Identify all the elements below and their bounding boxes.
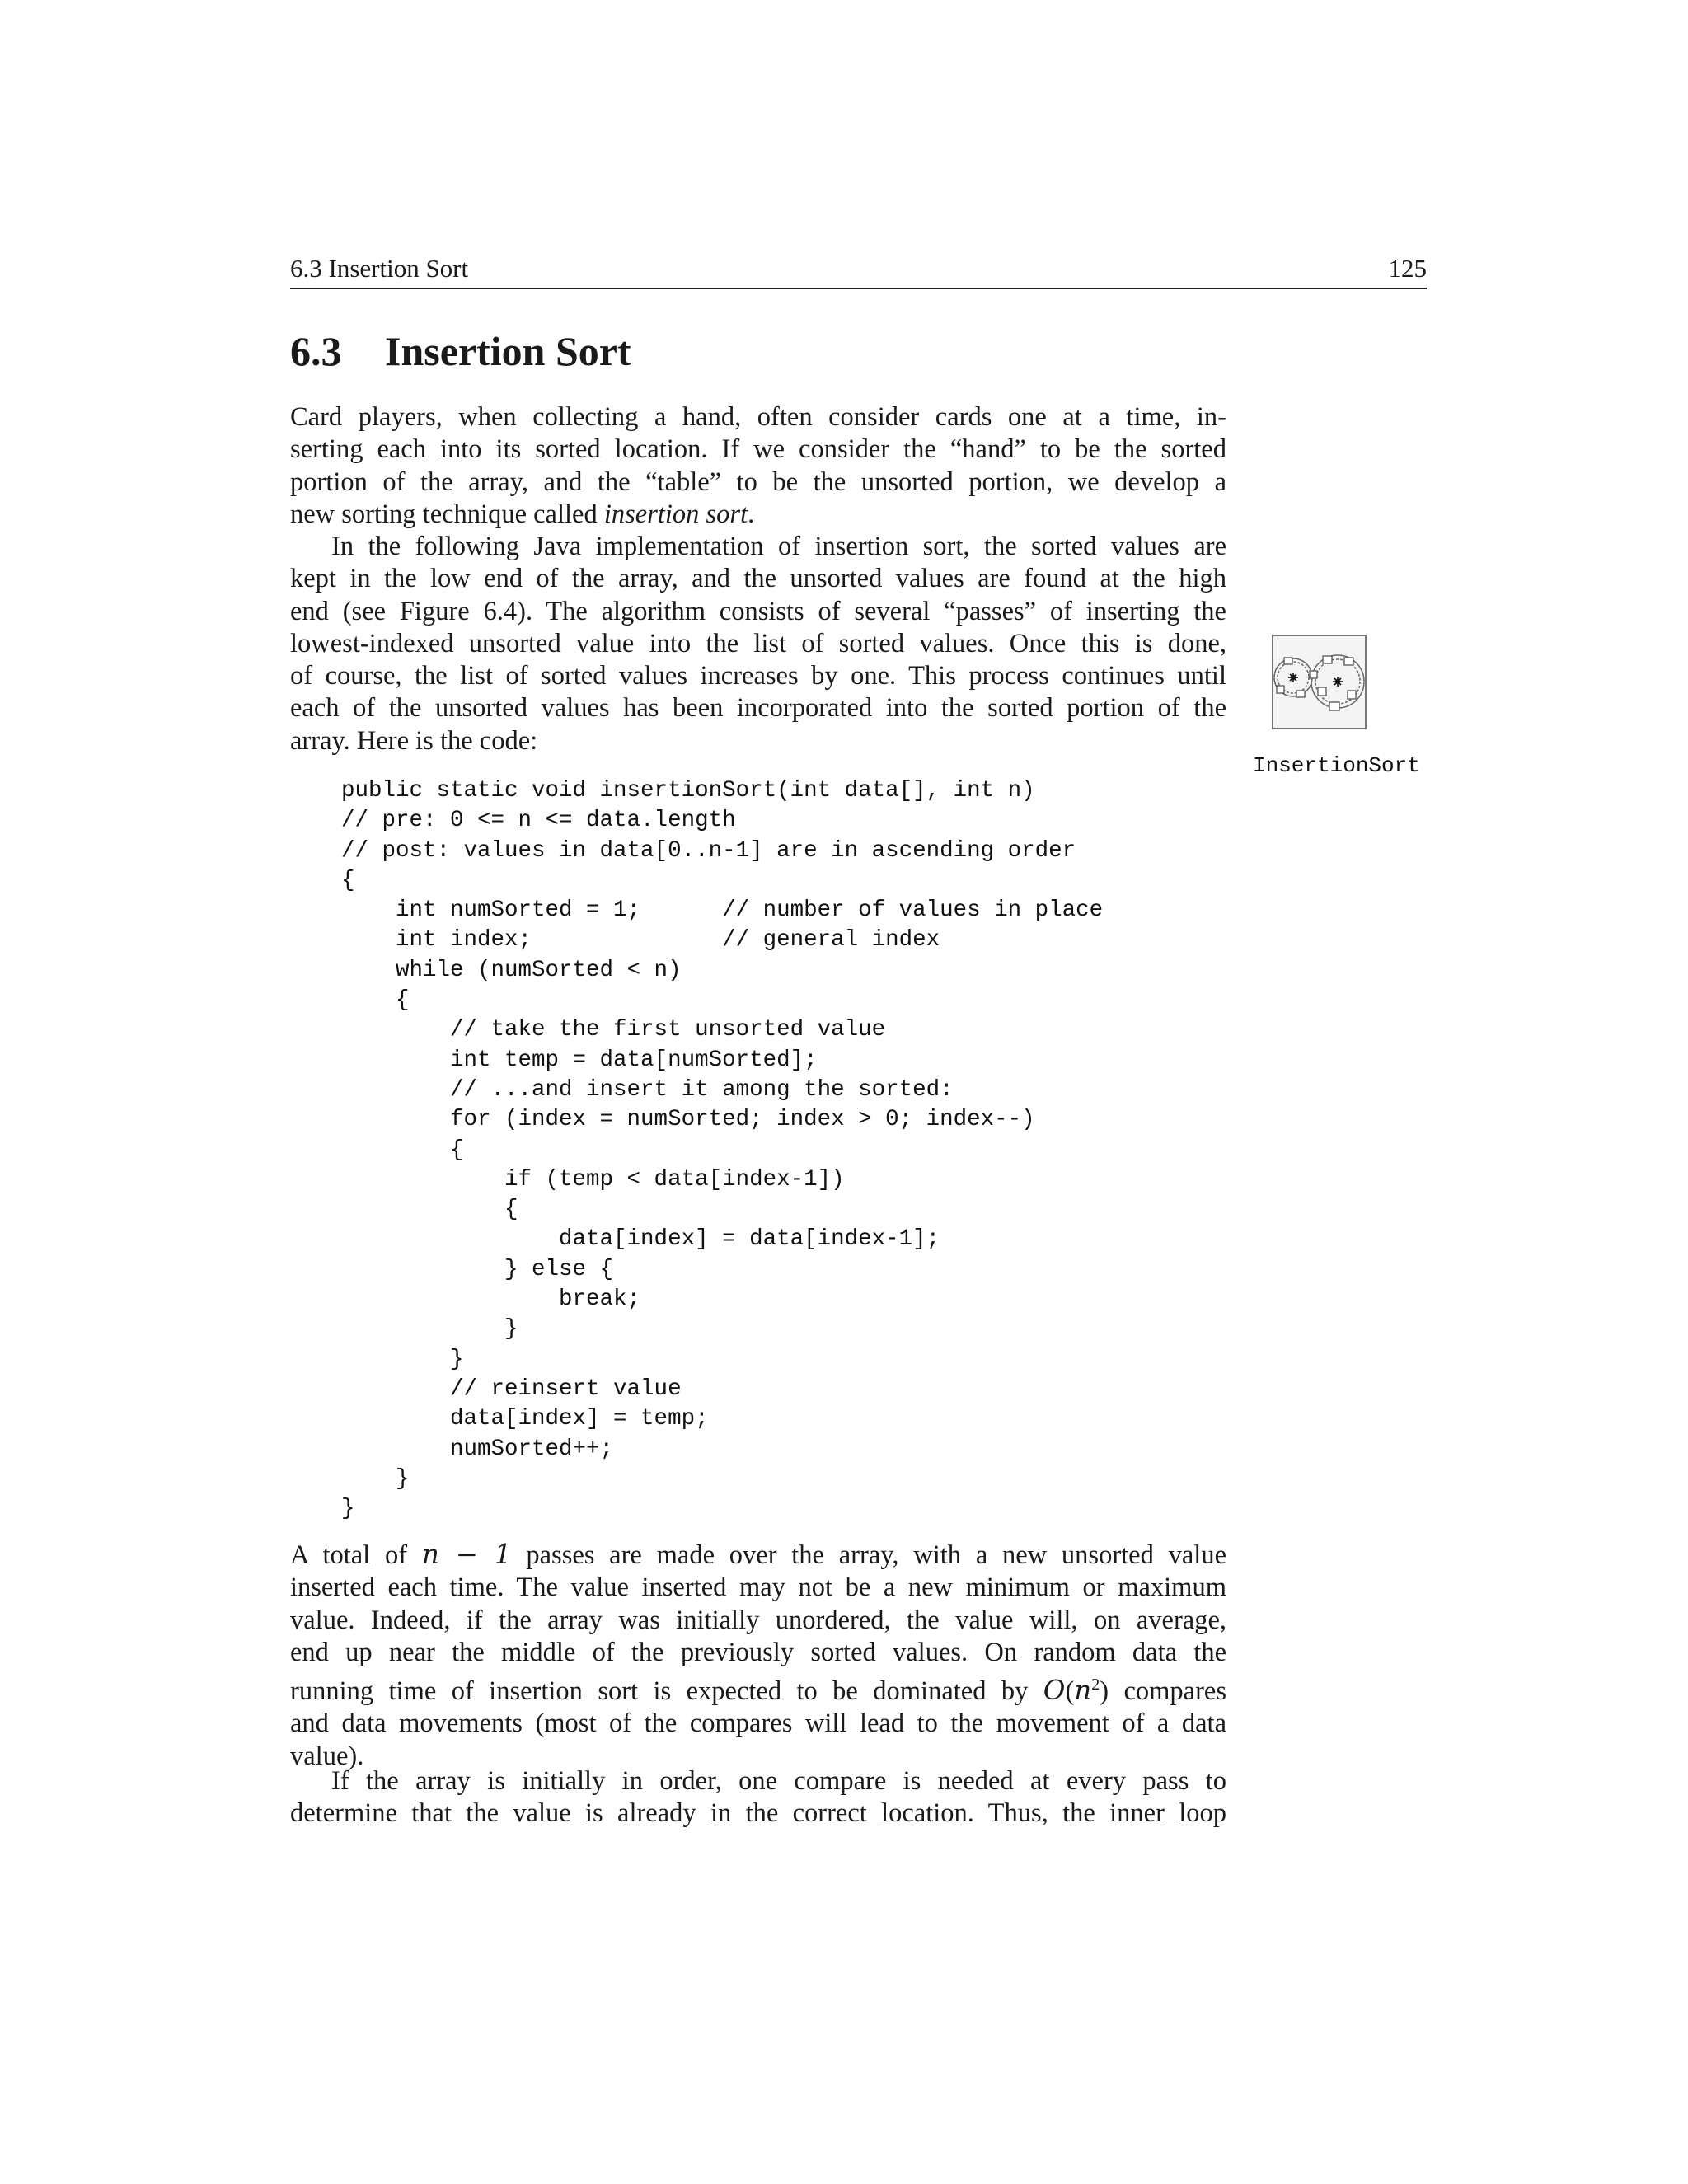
math-expression: n − 1	[421, 1539, 512, 1570]
text-line	[290, 1669, 1226, 1708]
text-span: running time of insertion sort is expected to be dominated by	[290, 1676, 1043, 1707]
text-line: of course, the list of sorted values increases by one. This process continues until	[290, 661, 1226, 691]
text-line: If the array is initially in order, one compare is needed at every pass to	[331, 1766, 1226, 1796]
text-line: end (see Figure 6.4). The algorithm consists of several “passes” of inserting the	[290, 596, 1226, 626]
margin-note-label: InsertionSort	[1253, 753, 1420, 778]
section-title-text: Insertion Sort	[385, 328, 631, 374]
text-line	[290, 499, 1226, 531]
page-number: 125	[1388, 254, 1427, 283]
paragraph-implementation	[290, 531, 1226, 757]
math-variable: n	[1074, 1675, 1092, 1707]
text-line: end up near the middle of the previously sorted values. On random data the	[290, 1637, 1226, 1667]
text-line: portion of the array, and the “table” to be the unsorted portion, we develop a	[290, 466, 1226, 497]
text-line: value. Indeed, if the array was initially unordered, the value will, on average,	[290, 1605, 1226, 1635]
text-span: A total of	[290, 1540, 422, 1570]
text-line: determine that the value is already in the correct location. Thus, the inner loop	[290, 1798, 1226, 1829]
math-big-o: O	[1043, 1675, 1066, 1707]
gears-icon	[1272, 635, 1367, 729]
text-span: new sorting technique called	[290, 499, 604, 529]
code-listing: public static void insertionSort(int data[], int n) // pre: 0 <= n <= data.length // post: values in data[0..n-1] are in ascending order { int numSorted = 1; // number of values in place int index; // general index while (numSorted < n) { // take the first unsorted value int temp = data[numSorted]; // ...and insert it among the sorted: for (index = numSorted; index > 0; index--) { if (temp < data[index-1]) { data[index] = data[index-1]; } else { break; } } // reinsert value data[index] = temp; numSorted++; } }	[341, 778, 1104, 1522]
header-rule	[290, 288, 1427, 289]
math-exponent: 2	[1091, 1675, 1100, 1694]
text-line: inserted each time. The value inserted may not be a new minimum or maximum	[290, 1572, 1226, 1603]
emphasis-term: insertion sort	[603, 499, 748, 529]
text-line: lowest-indexed unsorted value into the list of sorted values. Once this is done,	[290, 628, 1226, 658]
math-paren: (	[1065, 1676, 1075, 1707]
text-span: compares	[1109, 1676, 1226, 1707]
paragraph-analysis	[290, 1539, 1226, 1773]
text-span: .	[748, 499, 755, 529]
text-line: value).	[290, 1741, 364, 1771]
math-paren: )	[1100, 1676, 1109, 1707]
text-line: In the following Java implementation of insertion sort, the sorted values are	[331, 532, 1226, 561]
text-line: array. Here is the code:	[290, 725, 538, 756]
paragraph-best-case	[290, 1765, 1226, 1830]
text-line: Card players, when collecting a hand, often consider cards one at a time, in-	[290, 402, 1226, 432]
section-heading	[290, 326, 631, 376]
header-section-title: 6.3 Insertion Sort	[290, 254, 469, 283]
text-line: each of the unsorted values has been incorporated into the sorted portion of the	[290, 693, 1226, 724]
text-line: serting each into its sorted location. If we consider the “hand” to be the sorted	[290, 434, 1226, 465]
section-number: 6.3	[290, 328, 342, 374]
text-line: and data movements (most of the compares will lead to the movement of a data	[290, 1708, 1226, 1739]
running-header	[290, 252, 1427, 288]
text-line: kept in the low end of the array, and the unsorted values are found at the high	[290, 564, 1226, 594]
text-line	[290, 1539, 1226, 1572]
paragraph-intro	[290, 401, 1226, 531]
text-span: passes are made over the array, with a new unsorted value	[511, 1540, 1226, 1570]
